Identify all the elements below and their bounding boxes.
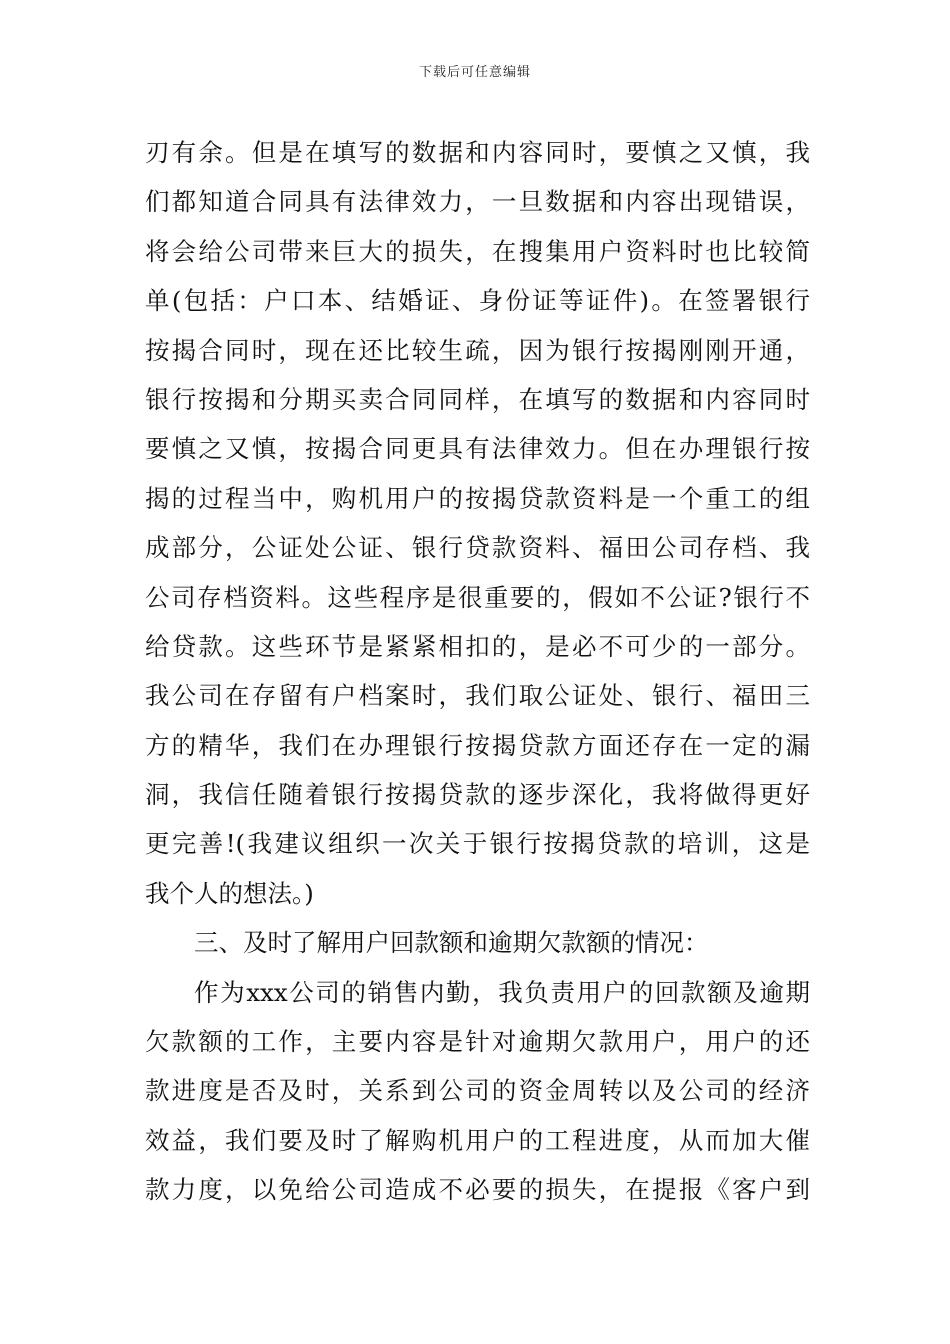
paragraph-line: 我公司在存留有户档案时，我们取公证处、银行、福田三 — [145, 681, 810, 711]
paragraph-line: 将会给公司带来巨大的损失，在搜集用户资料时也比较简 — [145, 236, 810, 266]
paragraph-line: 刃有余。但是在填写的数据和内容同时，要慎之又慎，我 — [145, 138, 810, 167]
document-body — [145, 128, 810, 1215]
paragraph-line: 款力度，以免给公司造成不必要的损失，在提报《客户到 — [145, 1175, 810, 1205]
paragraph-line: 成部分，公证处公证、银行贷款资料、福田公司存档、我 — [145, 533, 810, 563]
paragraph-line: 款进度是否及时，关系到公司的资金周转以及公司的经济 — [145, 1076, 810, 1106]
section-heading: 三、及时了解用户回款额和逾期欠款额的情况： — [194, 928, 709, 958]
paragraph-line: 更完善!(我建议组织一次关于银行按揭贷款的培训，这是 — [145, 829, 810, 859]
paragraph-line: 们都知道合同具有法律效力，一旦数据和内容出现错误， — [145, 187, 810, 217]
paragraph-line: 揭的过程当中，购机用户的按揭贷款资料是一个重工的组 — [145, 483, 810, 513]
paragraph-line: 给贷款。这些环节是紧紧相扣的，是必不可少的一部分。 — [145, 631, 810, 661]
paragraph-line: 洞，我信任随着银行按揭贷款的逐步深化，我将做得更好 — [145, 780, 810, 810]
page-header: 下载后可任意编辑 — [418, 65, 531, 80]
paragraph-line-last: 我个人的想法。) — [145, 878, 314, 908]
paragraph-line: 按揭合同时，现在还比较生疏，因为银行按揭刚刚开通， — [145, 335, 810, 365]
paragraph-line: 要慎之又慎，按揭合同更具有法律效力。但在办理银行按 — [145, 434, 810, 464]
paragraph-line: 效益，我们要及时了解购机用户的工程进度，从而加大催 — [145, 1125, 810, 1155]
paragraph-line: 欠款额的工作，主要内容是针对逾期欠款用户，用户的还 — [145, 1027, 810, 1057]
paragraph-line: 银行按揭和分期买卖合同同样，在填写的数据和内容同时 — [145, 384, 810, 414]
paragraph-line: 单(包括：户口本、结婚证、身份证等证件)。在签署银行 — [145, 286, 810, 316]
paragraph-line-first: 作为xxx公司的销售内勤，我负责用户的回款额及逾期 — [194, 977, 810, 1007]
paragraph-line: 公司存档资料。这些程序是很重要的，假如不公证?银行不 — [145, 582, 810, 612]
paragraph-line: 方的精华，我们在办理银行按揭贷款方面还存在一定的漏 — [145, 730, 810, 760]
